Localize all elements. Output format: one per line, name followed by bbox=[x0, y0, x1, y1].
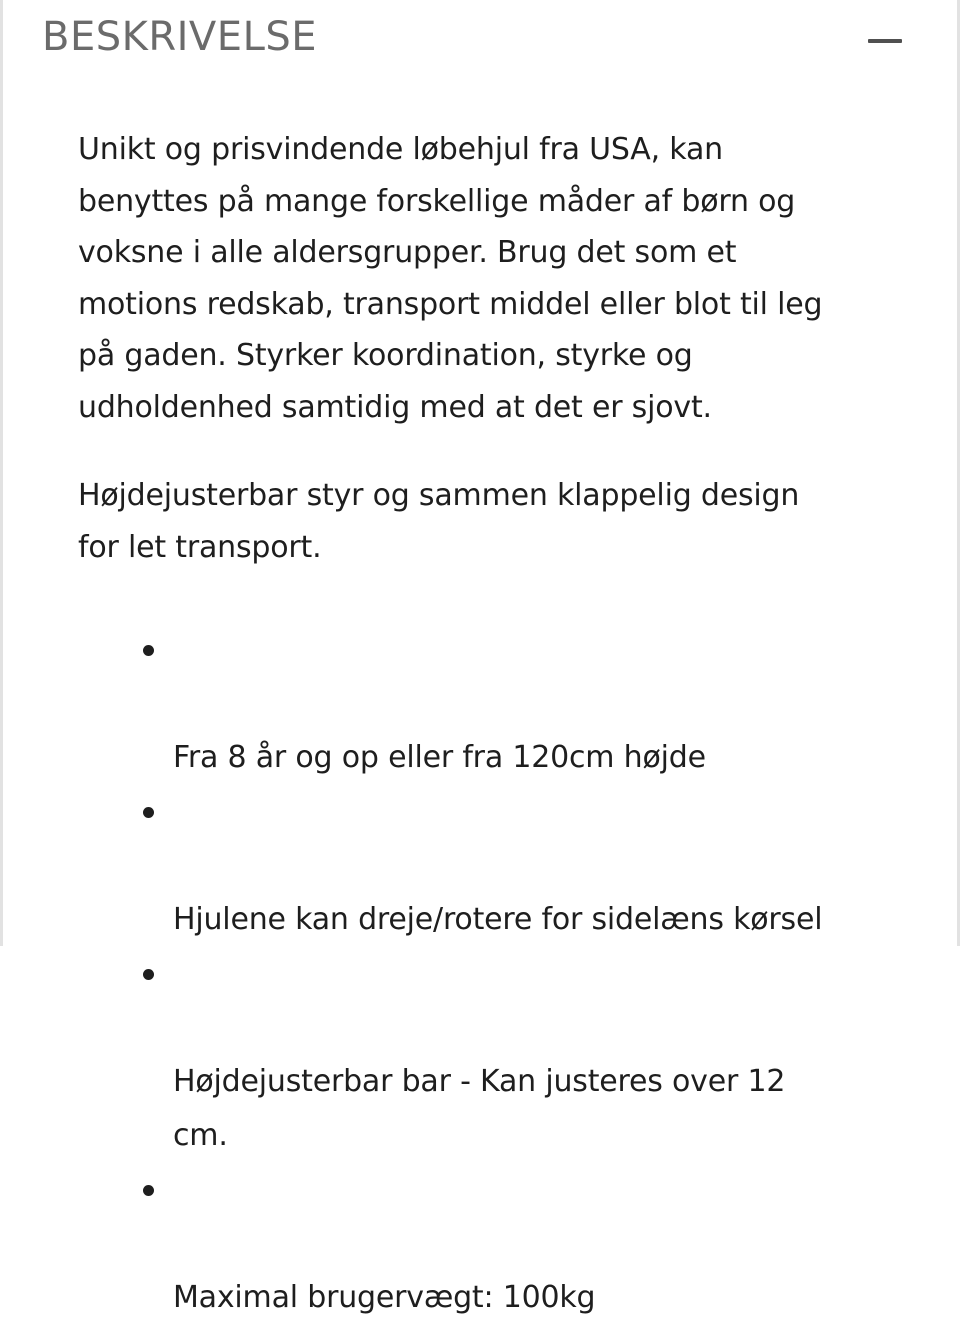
bullet-icon bbox=[143, 807, 154, 818]
description-content bbox=[78, 124, 898, 1325]
feature-list bbox=[78, 623, 898, 1325]
list-item-text: Maximal brugervægt: 100kg bbox=[173, 1280, 596, 1315]
minus-icon bbox=[868, 39, 902, 43]
list-item bbox=[173, 1163, 898, 1325]
list-item bbox=[173, 623, 898, 785]
list-item bbox=[173, 785, 898, 947]
description-paragraph: Unikt og prisvindende løbehjul fra USA, kan benyttes på mange forskellige måder af børn og voksne i alle aldersgrupper. Brug det som et motions redskab, transport middel eller blot til leg på gaden. Styrker koordination, styrke og udholdenhed samtidig med at det er sjovt. bbox=[78, 132, 823, 425]
bullet-icon bbox=[143, 969, 154, 980]
description-paragraph: Højdejusterbar styr og sammen klappelig design for let transport. bbox=[78, 478, 800, 565]
section-title: BESKRIVELSE bbox=[42, 14, 318, 60]
list-item-text: Hjulene kan dreje/rotere for sidelæns kørsel bbox=[173, 902, 823, 937]
list-item-text: Højdejusterbar bar - Kan justeres over 12 cm. bbox=[173, 1064, 786, 1153]
bullet-icon bbox=[143, 1185, 154, 1196]
collapse-button[interactable] bbox=[867, 28, 903, 54]
list-item bbox=[173, 947, 898, 1163]
list-item-text: Fra 8 år og op eller fra 120cm højde bbox=[173, 740, 706, 775]
section-header[interactable] bbox=[3, 0, 957, 80]
bullet-icon bbox=[143, 645, 154, 656]
